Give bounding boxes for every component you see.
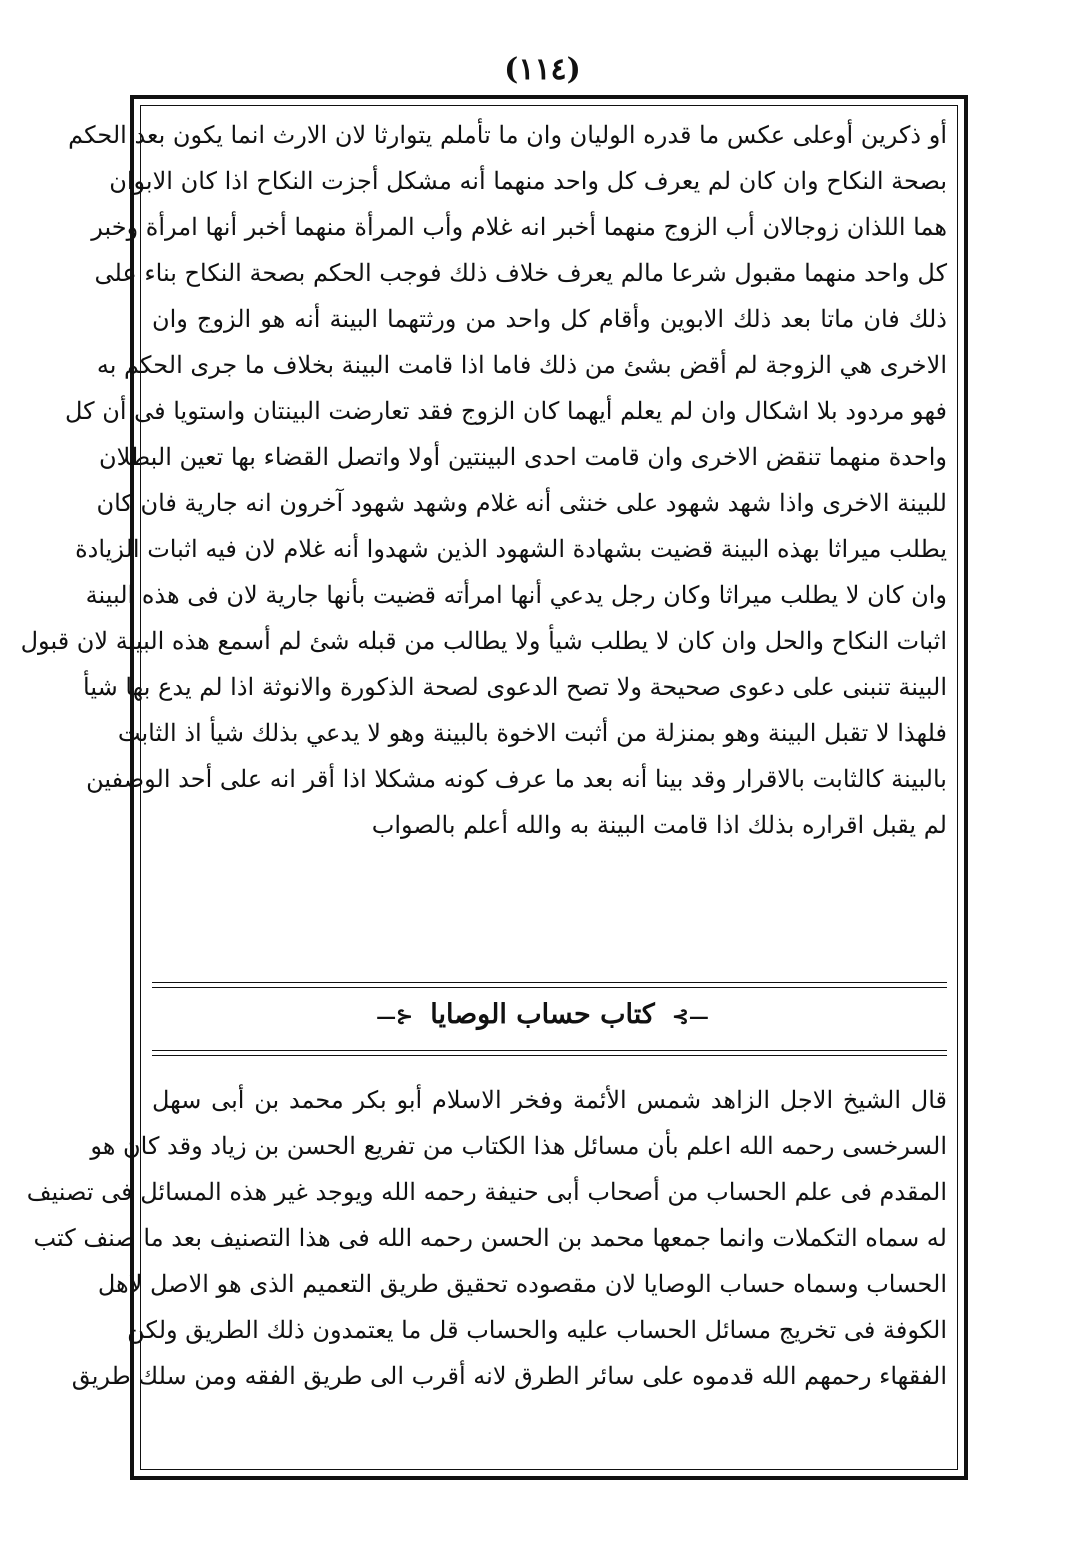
text-line: قال الشيخ الاجل الزاهد شمس الأئمة وفخر الاسلام أبو بكر محمد بن أبى سهل xyxy=(152,1086,947,1114)
top-text-block xyxy=(20,112,947,848)
text-line: الكوفة فى تخريج مسائل الحساب عليه والحساب قل ما يعتمدون ذلك الطريق ولكن xyxy=(127,1316,947,1344)
text-line: ذلك فان ماتا بعد ذلك الابوين وأقام كل واحد من ورثتهما البينة أنه هو الزوج وان xyxy=(152,305,947,333)
text-line: المقدم فى علم الحساب من أصحاب أبى حنيفة رحمه الله ويوجد غير هذه المسائل فى تصنيف xyxy=(26,1178,947,1206)
text-line: كل واحد منهما مقبول شرعا مالم يعرف خلاف ذلك فوجب الحكم بصحة النكاح بناء على xyxy=(94,259,947,287)
section-divider-bottom xyxy=(152,1050,947,1056)
bottom-text-block xyxy=(26,1077,947,1399)
text-line: للبينة الاخرى واذا شهد شهود على خنثى أنه غلام وشهد شهود آخرون انه جارية فان كان xyxy=(96,489,947,517)
text-line: فلهذا لا تقبل البينة وهو بمنزلة من أثبت الاخوة بالبينة وهو لا يدعي بذلك شيأ اذ الثابت xyxy=(117,719,947,747)
text-line: الاخرى هي الزوجة لم أقض بشئ من ذلك فاما اذا قامت البينة بخلاف ما جرى الحكم به xyxy=(96,351,947,379)
text-line: له سماه التكملات وانما جمعها محمد بن الحسن رحمه الله فى هذا التصنيف بعد ما صنف كتب xyxy=(33,1224,947,1252)
text-line: وان كان لا يطلب ميراثا وكان رجل يدعي أنها امرأته قضيت بأنها جارية لان فى هذه البينة xyxy=(85,581,947,609)
text-line: الفقهاء رحمهم الله قدموه على سائر الطرق لانه أقرب الى طريق الفقه ومن سلك طريق xyxy=(71,1362,947,1390)
ornament-right-icon: —⊱ xyxy=(672,1003,709,1028)
text-line: البينة تنبنى على دعوى صحيحة ولا تصح الدعوى لصحة الذكورة والانوثة اذا لم يدع بها شيأ xyxy=(83,673,947,701)
text-line: يطلب ميراثا بهذه البينة قضيت بشهادة الشهود الذين شهدوا أنه غلام لان فيه اثبات الزيادة xyxy=(75,535,947,563)
ornament-left-icon: ⊰— xyxy=(376,1003,413,1028)
page-number: (١١٤) xyxy=(504,52,581,87)
text-line: السرخسى رحمه الله اعلم بأن مسائل هذا الكتاب من تفريع الحسن بن زياد وقد كان هو xyxy=(90,1132,947,1160)
text-line: فهو مردود بلا اشكال وان لم يعلم أيهما كان الزوج فقد تعارضت البينتان واستويا فى أن كل xyxy=(64,397,947,425)
text-line: واحدة منهما تنقض الاخرى وان قامت احدى البينتين أولا واتصل القضاء بها تعين البطلان xyxy=(99,443,947,471)
text-line: الحساب وسماه حساب الوصايا لان مقصوده تحقيق طريق التعميم الذى هو الاصل لاهل xyxy=(97,1270,947,1298)
section-divider-top xyxy=(152,982,947,988)
text-line: لم يقبل اقراره بذلك اذا قامت البينة به والله أعلم بالصواب xyxy=(371,811,947,839)
text-line: أو ذكرين أوعلى عكس ما قدره الوليان وان ما تأملم يتوارثا لان الارث انما يكون بعد الحكم xyxy=(68,121,947,149)
text-line: بصحة النكاح وان كان لم يعرف كل واحد منهما أنه مشكل أجزت النكاح اذا كان الابوان xyxy=(109,167,947,195)
text-line: اثبات النكاح والحل وان كان لا يطلب شيأ ولا يطالب من قبله شئ لم أسمع هذه البينة لان قبول xyxy=(20,627,947,655)
section-heading xyxy=(0,995,1085,1036)
section-title: كتاب حساب الوصايا xyxy=(430,999,655,1030)
text-line: هما اللذان زوجالان أب الزوج منهما أخبر انه غلام وأب المرأة منهما أخبر أنها امرأة وخبر xyxy=(91,213,947,241)
text-line: بالبينة كالثابت بالاقرار وقد بينا أنه بعد ما عرف كونه مشكلا اذا أقر انه على أحد الوصفين xyxy=(86,765,947,793)
